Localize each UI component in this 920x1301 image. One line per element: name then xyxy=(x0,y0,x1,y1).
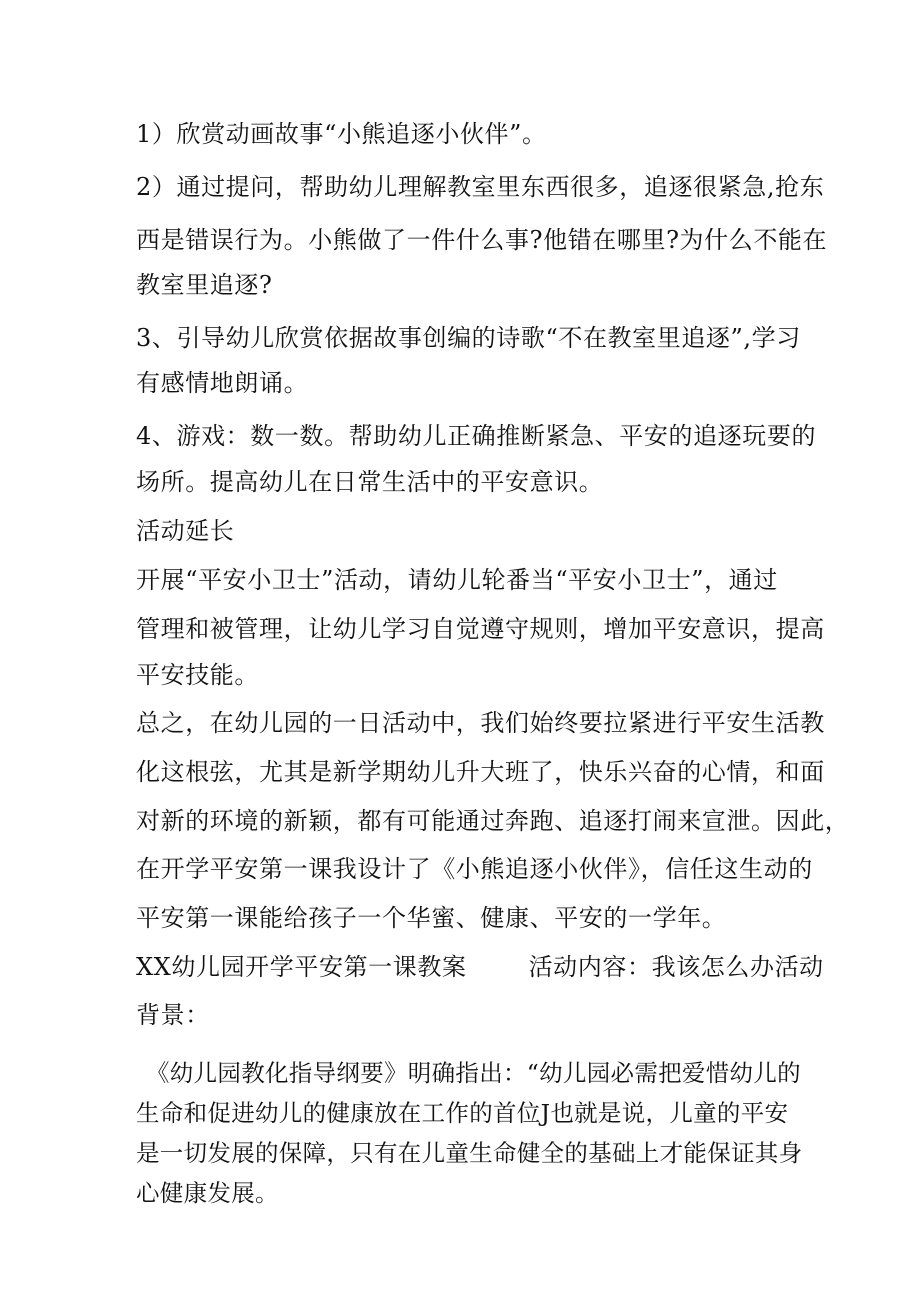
text-line: 2）通过提问，帮助幼儿理解教室里东西很多，追逐很紧急,抢东 xyxy=(136,173,825,201)
text-line: 对新的环境的新颖，都有可能通过奔跑、追逐打闹来宣泄。因此， xyxy=(136,807,850,835)
quote-line: 生命和促进幼儿的健康放在工作的首位J也就是说，儿童的平安 xyxy=(136,1099,789,1127)
text-line: 1）欣赏动画故事“小熊追逐小伙伴”。 xyxy=(136,120,547,148)
text-line: 有感情地朗诵。 xyxy=(136,369,309,397)
quote-line: 心健康发展。 xyxy=(136,1179,279,1207)
activity-content-label: 活动内容：我该怎么办活动 xyxy=(528,953,824,981)
text-line: 教室里追逐? xyxy=(136,271,273,299)
text-line: 西是错误行为。小熊做了一件什么事?他错在哪里?为什么不能在 xyxy=(136,226,828,254)
quote-line: 《幼儿园教化指导纲要》明确指出：“幼儿园必需把爱惜幼儿的 xyxy=(146,1059,801,1087)
text-line: 在开学平安第一课我设计了《小熊追逐小伙伴》，信任这生动的 xyxy=(136,855,813,883)
text-line: 管理和被管理，让幼儿学习自觉遵守规则，增加平安意识，提高 xyxy=(136,615,825,643)
section-heading: 活动延长 xyxy=(136,517,235,545)
background-label: 背景： xyxy=(136,1001,210,1029)
text-line: 4、游戏：数一数。帮助幼儿正确推断紧急、平安的追逐玩要的 xyxy=(136,422,817,450)
text-line: 总之，在幼儿园的一日活动中，我们始终要拉紧进行平安生活教 xyxy=(136,709,825,737)
text-line: 3、引导幼儿欣赏依据故事创编的诗歌“不在教室里追逐”,学习 xyxy=(136,324,801,352)
lesson-title-line xyxy=(136,952,824,982)
text-line: 平安技能。 xyxy=(136,661,259,689)
text-line: 场所。提高幼儿在日常生活中的平安意识。 xyxy=(136,468,604,496)
lesson-title: XX幼儿园开学平安第一课教案 xyxy=(136,953,467,981)
quote-line: 是一切发展的保障，只有在儿童生命健全的基础上才能保证其身 xyxy=(136,1139,803,1167)
text-line: 开展“平安小卫士”活动，请幼儿轮番当“平安小卫士”，通过 xyxy=(136,566,778,594)
text-line: 平安第一课能给孩子一个华蜜、健康、平安的一学年。 xyxy=(136,904,727,932)
text-line: 化这根弦，尤其是新学期幼儿升大班了，快乐兴奋的心情，和面 xyxy=(136,758,825,786)
